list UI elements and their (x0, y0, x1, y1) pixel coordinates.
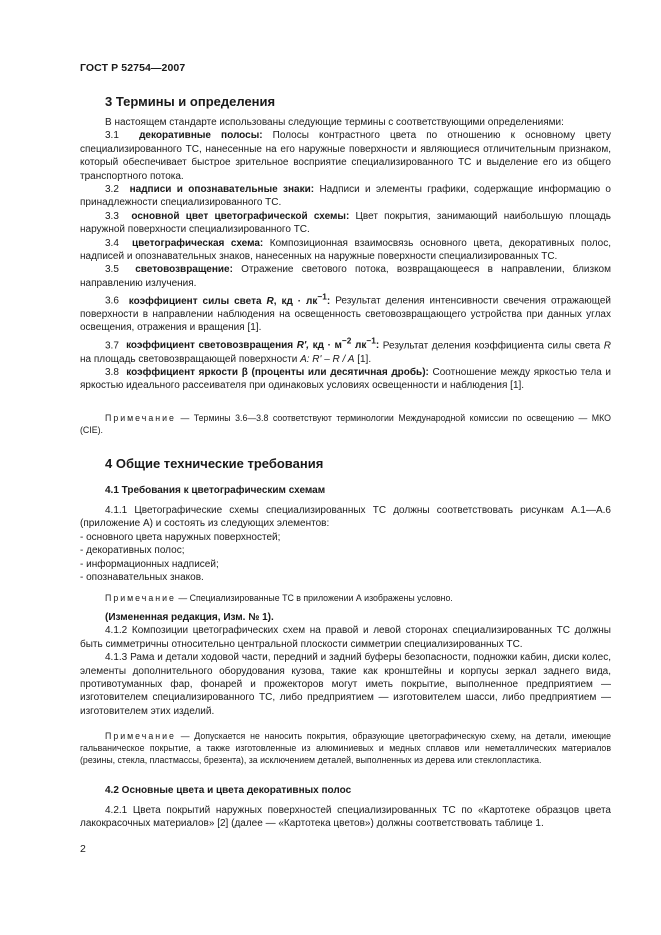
list-item: - информационных надписей; (80, 558, 219, 570)
para-4-2-1: 4.2.1 Цвета покрытий наружных поверхностей специализированных ТС по «Картотеке образцов цвета лакокрасочных материалов» [2] (далее — «Картотека цветов») должны соответствовать таблице 1. (80, 805, 611, 830)
term-3-3: 3.3 основной цвет цветографической схемы: Цвет покрытия, занимающий наибольшую площадь наружной поверхности специализированного ТС. (80, 210, 611, 236)
subsection-4-1-title: 4.1 Требования к цветографическим схемам (105, 485, 326, 496)
term-3-8: 3.8 коэффициент яркости β (проценты или десятичная дробь): Соотношение между яркостью тела и яркостью идеального рассеивателя при одинаковых условиях освещенности и наблюдения [1]. (80, 366, 612, 392)
term-3-7: 3.7 коэффициент световозвращения R', кд · $м^{-2}$ $лк^{-1}$: Результат деления коэффициента силы света R на площадь световозвращающей поверхности A: R' – R / A [1]. (80, 335, 611, 365)
page-number: 2 (80, 843, 86, 855)
subsection-4-1-note: Примечание — Специализированные ТС в приложении А изображены условно. (105, 593, 453, 603)
term-3-1-name: декоративные полосы: (139, 130, 263, 142)
note-label: Примечание (105, 593, 176, 603)
term-3-8-name: коэффициент яркости β (проценты или десятичная дробь): (126, 366, 429, 378)
term-3-1: 3.1 декоративные полосы: Полосы контрастного цвета по отношению к основному цвету специализированного ТС, нанесенные на его наружные поверхности и являющиеся отличительным признаком, который обеспечивает быстрое зрительное восприятие специализированного ТС и выделение его из общего транспортного потока. (80, 130, 612, 182)
section-3-title: 3 Термины и определения (105, 94, 276, 109)
term-3-2: 3.2 надписи и опознавательные знаки: Надписи и элементы графики, содержащие информацию о принадлежности специализированного ТС. (80, 184, 611, 209)
para-4-1-1: 4.1.1 Цветографические схемы специализированных ТС должны соответствовать рисункам А.1—А.6 (приложение А) и состоять из следующих элементов: (80, 505, 611, 530)
section-3-intro: В настоящем стандарте использованы следующие термины с соответствующими определениями: (105, 117, 564, 128)
note-label: Примечание (105, 413, 176, 423)
subsection-4-1-3-note: Примечание — Допускается не наносить покрытия, образующие цветографическую схему, на детали, имеющие гальваническое покрытие, а также изготовленные из алюминиевых и медных сплавов или неметаллических материалов (резины, стекла, пластмассы, брезента), за исключением деталей, выполненных из дерева или стеклопластика. (80, 731, 611, 765)
term-3-5-name: световозвращение: (135, 264, 233, 276)
term-3-5: 3.5 световозвращение: Отражение светового потока, возвращающееся в направлении, близком направлению излучения. (80, 264, 611, 289)
term-3-6-name: коэффициент силы света R, кд · $лк^{-1}$: (128, 291, 331, 307)
para-4-1-2: 4.1.2 Композиции цветографических схем на правой и левой сторонах специализированных ТС должны быть симметричны относительно центральной плоскости симметрии специализированных ТС. (80, 625, 611, 650)
term-3-7-name: коэффициент световозвращения R', кд · $м^{-2}$ $лк^{-1}$: (126, 335, 380, 352)
note-label: Примечание (105, 731, 176, 741)
term-3-6: 3.6 коэффициент силы света R, кд · $лк^{-1}$: Результат деления интенсивности свечения отражающей поверхности в направлении наблюдения на освещенность световозвращающего устройства при данных углах освещения, отражения и вращения [1]. (80, 291, 612, 334)
list-item: - основного цвета наружных поверхностей; (80, 531, 281, 543)
section-4-title: 4 Общие технические требования (105, 456, 324, 471)
para-4-1-3: 4.1.3 Рама и детали ходовой части, передний и задний буферы безопасности, подножки кабин, диски колес, элементы дополнительного оборудования кузова, такие как кронштейны и корпусы зеркал заднего вида, противотуманных фар, фонарей и прожекторов могут иметь покрытие, выполненное предприятием — изготовителем специализированного ТС, либо предприятием — изготовителем шасси, либо предприятием — изготовителем этих изделий. (80, 652, 611, 717)
amendment-note: (Измененная редакция, Изм. № 1). (105, 612, 274, 623)
term-3-2-name: надписи и опознавательные знаки: (129, 184, 315, 196)
section-3-body (80, 116, 611, 393)
term-3-4-name: цветографическая схема: (131, 237, 264, 249)
subsection-4-1-body (80, 504, 611, 584)
document-header-code: ГОСТ Р 52754—2007 (80, 62, 186, 74)
subsection-4-2-body (80, 804, 611, 831)
term-3-4: 3.4 цветографическая схема: Композиционная взаимосвязь основного цвета, декоративных полос, надписей и опознавательных знаков, нанесенных на наружные поверхности специализированных ТС. (80, 237, 611, 263)
subsection-4-2-title: 4.2 Основные цвета и цвета декоративных полос (105, 785, 352, 796)
list-item: - опознавательных знаков. (80, 572, 204, 584)
list-item: - декоративных полос; (80, 545, 185, 557)
section-3-note: Примечание — Термины 3.6—3.8 соответствуют терминологии Международной комиссии по освещению — МКО (CIE). (80, 413, 611, 435)
subsection-4-1-body-2 (80, 611, 611, 718)
term-3-3-name: основной цвет цветографической схемы: (131, 210, 350, 222)
